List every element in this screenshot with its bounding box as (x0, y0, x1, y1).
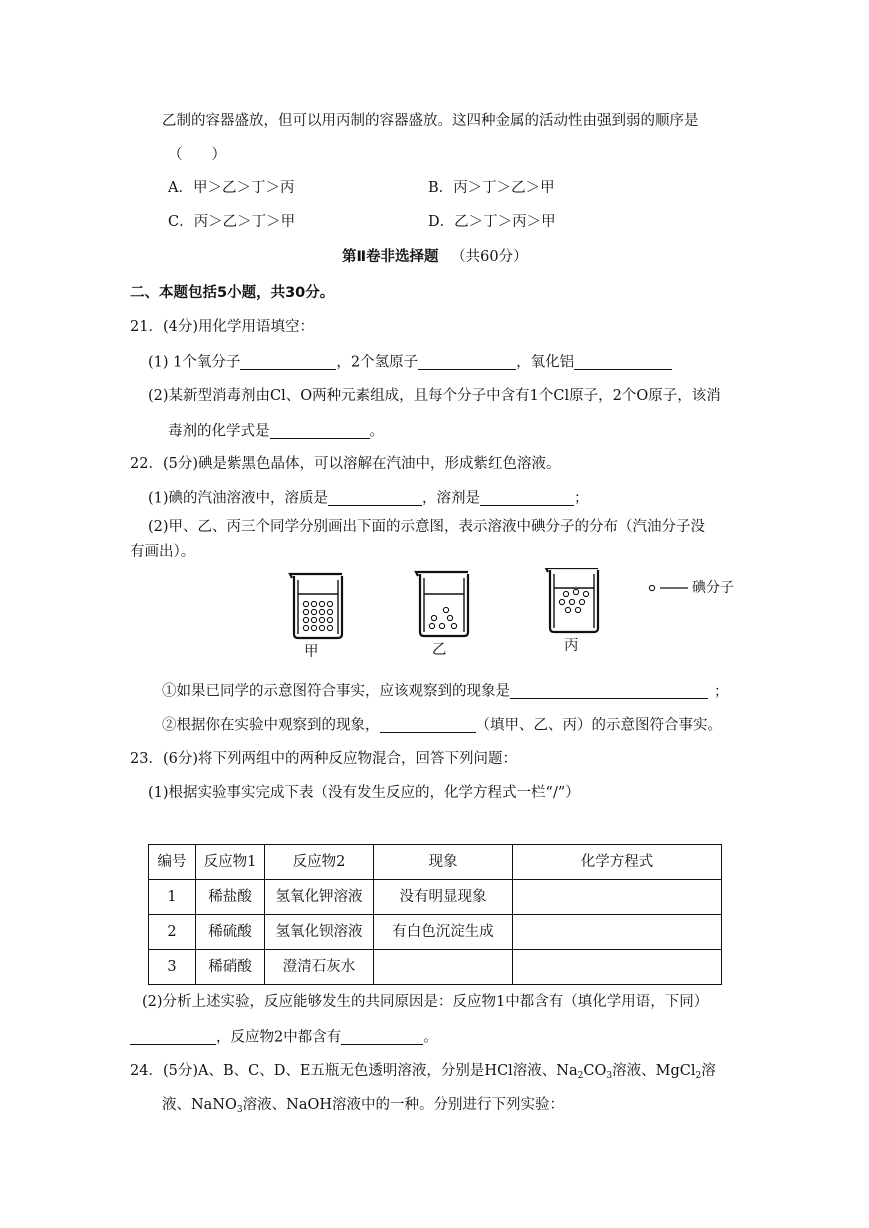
part2-heading (342, 250, 528, 265)
column-header: 反应物2 (265, 845, 374, 880)
q22-p1-label-a: (1)碘的汽油溶液中，溶质是 (148, 490, 329, 507)
q23-stem: 23．(6分)将下列两组中的两种反应物混合，回答下列问题： (130, 751, 517, 767)
table-cell: 有白色沉淀生成 (374, 915, 513, 950)
table-cell: 稀硝酸 (196, 950, 265, 985)
part2-score: （共60分） (451, 249, 528, 265)
q23-part1: (1)根据实验事实完成下表（没有发生反应的，化学方程式一栏“/”） (148, 785, 580, 801)
q22-s1-label: ①如果已同学的示意图符合事实，应该观察到的现象是 (162, 683, 510, 700)
q22-s1-end: ； (714, 683, 729, 700)
iodine-beaker-figure (280, 568, 760, 660)
q22-s2-label-a: ②根据你在实验中观察到的现象， (162, 717, 380, 734)
q24-text: CO (583, 1063, 607, 1079)
q24-text: 24．(5分)A、B、C、D、E五瓶无色透明溶液，分别是HCl溶液、Na (130, 1063, 578, 1079)
equation-cell[interactable] (513, 950, 722, 985)
beaker-label-bing: 丙 (564, 638, 579, 654)
q22-s2-label-b: （填甲、乙、丙）的示意图符合事实。 (475, 717, 722, 734)
table-cell: 氢氧化钡溶液 (265, 915, 374, 950)
q21-p1-label-c: ，氧化铝 (516, 354, 575, 371)
answer-blank[interactable] (380, 718, 476, 733)
q20-option-c: C．丙＞乙＞丁＞甲 (168, 214, 296, 230)
q22-part1 (148, 491, 589, 506)
subscript: 3 (236, 1105, 243, 1115)
answer-blank[interactable] (341, 1030, 423, 1045)
q24-line2 (162, 1098, 564, 1115)
part2-title: 第Ⅱ卷非选择题 (342, 249, 439, 265)
equation-cell[interactable] (513, 880, 722, 915)
q20-text-line: 乙制的容器盛放，但可以用丙制的容器盛放。这四种金属的活动性由强到弱的顺序是 (162, 113, 699, 129)
q22-p1-label-b: ，溶剂是 (422, 490, 481, 507)
table-cell: 稀硫酸 (196, 915, 265, 950)
table-cell: 稀盐酸 (196, 880, 265, 915)
column-header: 编号 (149, 845, 196, 880)
column-header: 现象 (374, 845, 513, 880)
q20-option-d: D．乙＞丁＞丙＞甲 (428, 214, 556, 230)
table-cell: 1 (149, 880, 196, 915)
q21-p1-label-b: ，2个氢原子 (336, 354, 419, 371)
column-header: 反应物1 (196, 845, 265, 880)
answer-blank[interactable] (130, 1030, 216, 1045)
q20-option-b: B．丙＞丁＞乙＞甲 (428, 180, 555, 196)
q23-part2-line1: (2)分析上述实验，反应能够发生的共同原因是：反应物1中都含有（填化学用语，下同） (142, 994, 709, 1010)
q23-p2-end: 。 (423, 1029, 438, 1046)
equation-cell[interactable] (513, 915, 722, 950)
q20-option-a: A．甲＞乙＞丁＞丙 (168, 180, 295, 196)
subscript: 2 (695, 1071, 702, 1081)
q24-text: 溶 (701, 1063, 716, 1079)
table-header-row (149, 845, 722, 880)
answer-blank[interactable] (328, 491, 422, 506)
q21-part2-line1: (2)某新型消毒剂由Cl、O两种元素组成，且每个分子中含有1个Cl原子，2个O原子，该消 (148, 388, 721, 404)
table-cell: 氢氧化钾溶液 (265, 880, 374, 915)
q21-stem: 21．(4分)用化学用语填空： (130, 319, 314, 335)
q21-p2-end: 。 (369, 423, 384, 440)
q21-p2-label: 毒剂的化学式是 (168, 423, 270, 440)
q22-stem: 22．(5分)碘是紫黑色晶体，可以溶解在汽油中，形成紫红色溶液。 (130, 456, 561, 472)
q22-sub2 (162, 718, 722, 733)
phenomenon-cell[interactable] (374, 950, 513, 985)
subscript: 3 (606, 1071, 613, 1081)
legend-iodine-label: 碘分子 (692, 580, 734, 596)
beaker-label-yi: 乙 (432, 642, 447, 658)
answer-blank[interactable] (574, 355, 672, 370)
table-row (149, 915, 722, 950)
q22-part2-line2: 有画出）。 (130, 544, 196, 560)
beaker-label-jia: 甲 (304, 644, 319, 660)
q22-sub1 (162, 684, 729, 699)
table-row (149, 950, 722, 985)
answer-blank[interactable] (418, 355, 516, 370)
q23-p2-label: ，反应物2中都含有 (216, 1029, 342, 1046)
q21-part1 (148, 355, 672, 370)
table-cell: 3 (149, 950, 196, 985)
q21-p1-label-a: (1) 1个氧分子 (148, 354, 241, 371)
q22-part2-line1: (2)甲、乙、丙三个同学分别画出下面的示意图，表示溶液中碘分子的分布（汽油分子没 (148, 519, 706, 535)
table-cell: 没有明显现象 (374, 880, 513, 915)
q24-text: 溶液、NaOH溶液中的一种。分别进行下列实验： (242, 1097, 565, 1113)
subscript: 2 (577, 1071, 584, 1081)
column-header: 化学方程式 (513, 845, 722, 880)
table-cell: 澄清石灰水 (265, 950, 374, 985)
q21-part2-line2 (168, 424, 384, 439)
q24-text: 液、NaNO (162, 1097, 237, 1113)
q24-line1 (130, 1064, 716, 1081)
answer-blank[interactable] (510, 684, 708, 699)
experiment-table (148, 844, 722, 985)
table-cell: 2 (149, 915, 196, 950)
q23-part2-line2 (130, 1030, 438, 1045)
answer-blank[interactable] (270, 424, 370, 439)
q22-p1-end: ； (574, 490, 589, 507)
section-heading: 二、本题包括5小题，共30分。 (130, 285, 335, 301)
q24-text: 溶液、MgCl (612, 1063, 696, 1079)
q20-answer-paren: （ ） (168, 147, 226, 163)
table-row (149, 880, 722, 915)
answer-blank[interactable] (480, 491, 574, 506)
answer-blank[interactable] (240, 355, 336, 370)
